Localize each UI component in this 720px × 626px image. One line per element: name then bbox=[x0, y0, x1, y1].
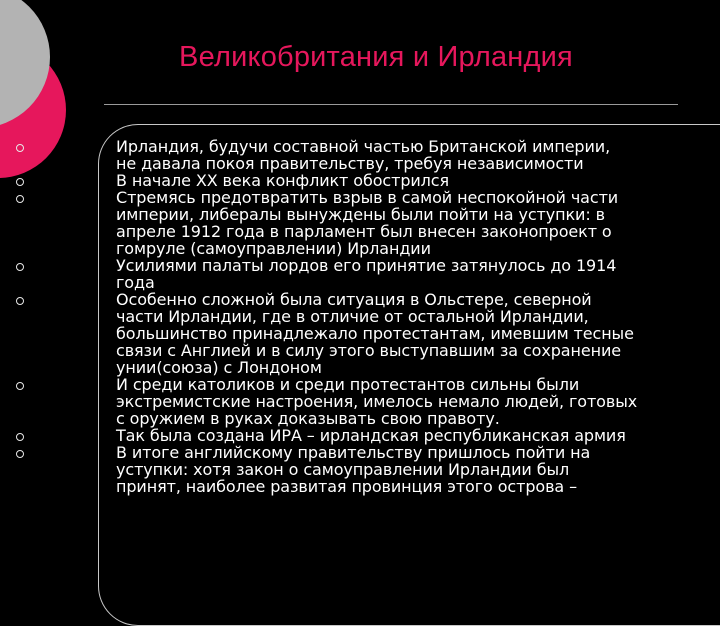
bullet-text-line: империи, либералы вынуждены были пойти на уступки: в bbox=[116, 205, 605, 224]
bullet-text-line: Ирландия, будучи составной частью Британской империи, bbox=[116, 137, 611, 156]
bullet-text bbox=[116, 172, 702, 189]
bullet-text-line: Так была создана ИРА – ирландская республиканская армия bbox=[116, 426, 626, 445]
bullet-item bbox=[0, 376, 720, 427]
bullet-text bbox=[116, 291, 702, 376]
slide-title: Великобритания и Ирландия bbox=[179, 41, 573, 73]
bullet-text-line: большинство принадлежало протестантам, имевшим тесные bbox=[116, 324, 634, 343]
bullet-text bbox=[116, 376, 702, 427]
bullet-text bbox=[116, 444, 702, 495]
bullet-text-line: унии(союза) с Лондоном bbox=[116, 358, 322, 377]
hollow-circle-bullet-icon bbox=[16, 195, 24, 203]
bullet-text-line: года bbox=[116, 273, 155, 292]
bullet-text-line: Особенно сложной была ситуация в Ольстере, северной bbox=[116, 290, 592, 309]
bullet-text-line: В итоге английскому правительству пришлось пойти на bbox=[116, 443, 591, 462]
bullet-list bbox=[0, 138, 720, 495]
title-divider bbox=[104, 104, 678, 105]
bullet-item bbox=[0, 291, 720, 376]
hollow-circle-bullet-icon bbox=[16, 263, 24, 271]
bullet-text bbox=[116, 189, 702, 257]
bullet-item bbox=[0, 138, 720, 172]
bullet-text bbox=[116, 257, 702, 291]
bullet-text-line: экстремистские настроения, имелось немало людей, готовых bbox=[116, 392, 638, 411]
bullet-text-line: уступки: хотя закон о самоуправлении Ирландии был bbox=[116, 460, 570, 479]
bullet-text-line: Усилиями палаты лордов его принятие затянулось до 1914 bbox=[116, 256, 617, 275]
bullet-text-line: связи с Англией и в силу этого выступавшим за сохранение bbox=[116, 341, 622, 360]
bullet-text-line: В начале XX века конфликт обострился bbox=[116, 171, 450, 190]
hollow-circle-bullet-icon bbox=[16, 450, 24, 458]
hollow-circle-bullet-icon bbox=[16, 433, 24, 441]
bullet-text-line: не давала покоя правительству, требуя независимости bbox=[116, 154, 584, 173]
bullet-text-line: Стремясь предотвратить взрыв в самой неспокойной части bbox=[116, 188, 619, 207]
bullet-text-line: апреле 1912 года в парламент был внесен законопроект о bbox=[116, 222, 612, 241]
bullet-item bbox=[0, 257, 720, 291]
bullet-item bbox=[0, 427, 720, 444]
bullet-item bbox=[0, 172, 720, 189]
bullet-text-line: принят, наиболее развитая провинция этого острова – bbox=[116, 477, 577, 496]
bullet-text-line: части Ирландии, где в отличие от остальной Ирландии, bbox=[116, 307, 589, 326]
bullet-item bbox=[0, 189, 720, 257]
hollow-circle-bullet-icon bbox=[16, 382, 24, 390]
bullet-text bbox=[116, 427, 702, 444]
hollow-circle-bullet-icon bbox=[16, 144, 24, 152]
bullet-text bbox=[116, 138, 702, 172]
hollow-circle-bullet-icon bbox=[16, 297, 24, 305]
bullet-text-line: гомруле (самоуправлении) Ирландии bbox=[116, 239, 431, 258]
bullet-text-line: И среди католиков и среди протестантов сильны были bbox=[116, 375, 580, 394]
bullet-text-line: с оружием в руках доказывать свою правоту. bbox=[116, 409, 500, 428]
bullet-item bbox=[0, 444, 720, 495]
hollow-circle-bullet-icon bbox=[16, 178, 24, 186]
